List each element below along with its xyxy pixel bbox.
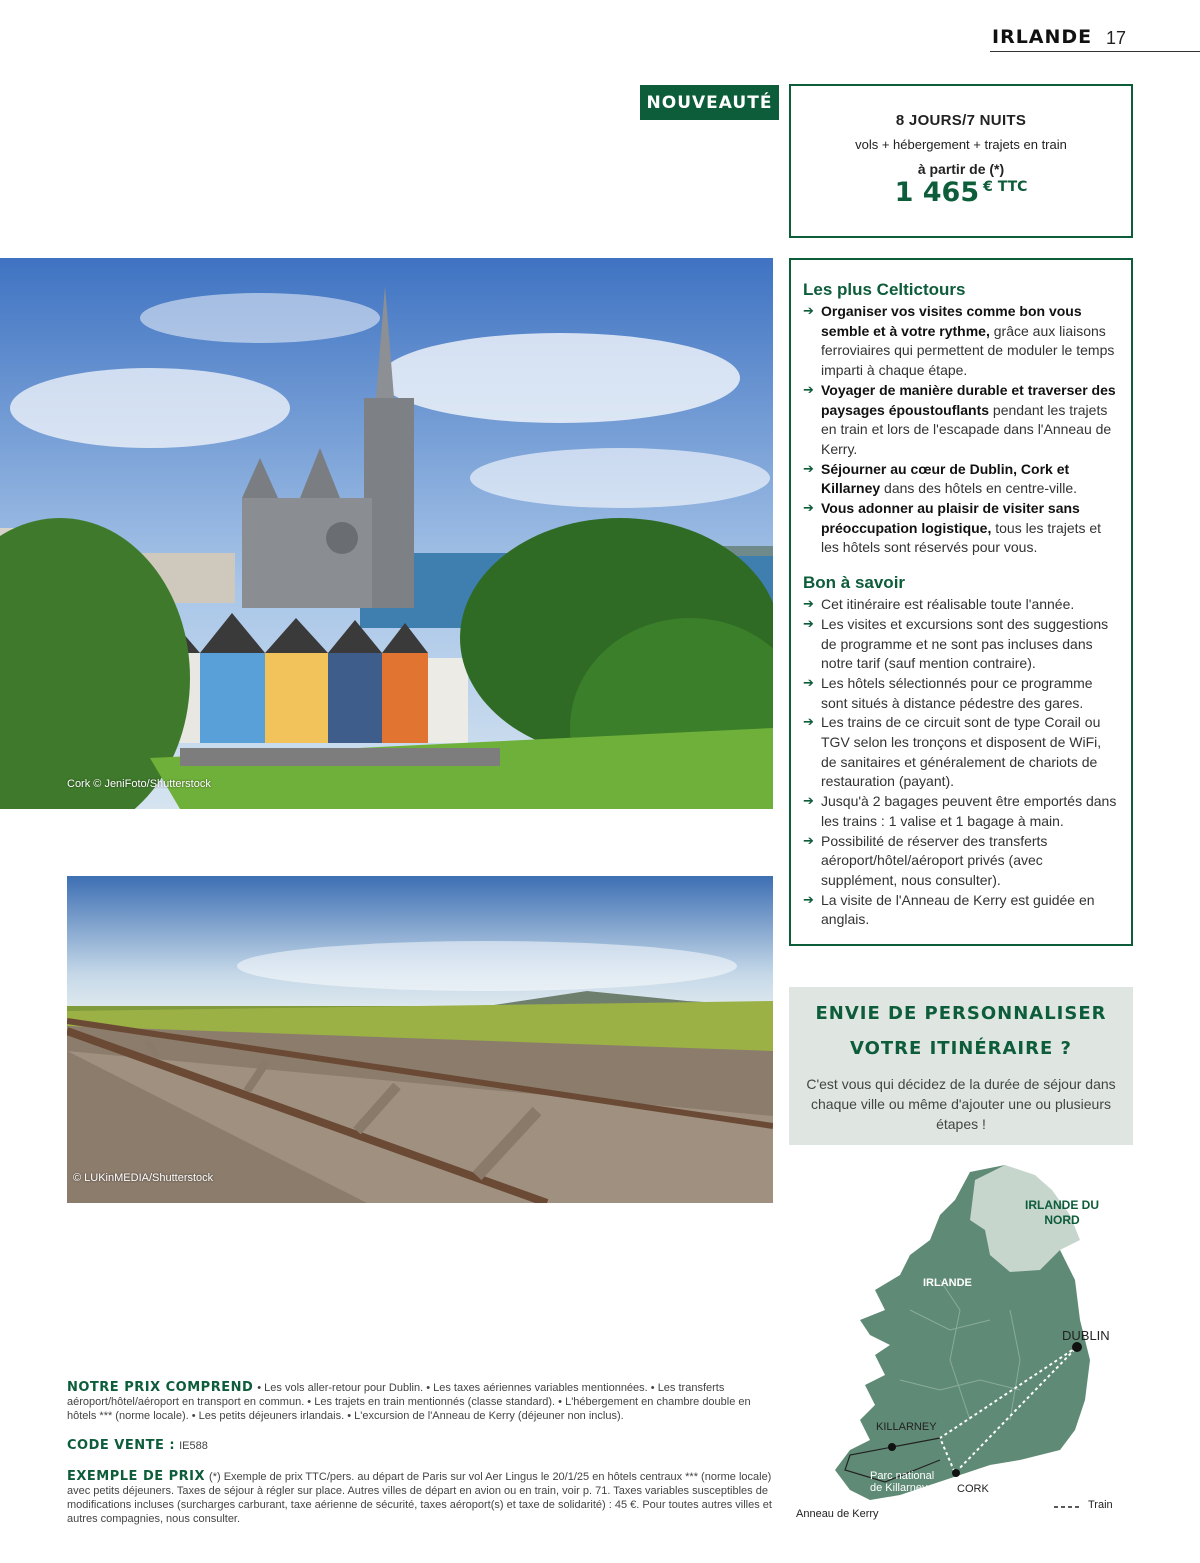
plus-item-text: tous les trajets et les hôtels sont réservés pour vous.	[821, 519, 1102, 556]
map-label-park: Parc national de Killarney	[870, 1470, 935, 1494]
arrow-icon: ➔	[803, 382, 814, 398]
plus-item-bold: Voyager de manière durable et traverser des paysages époustouflants	[821, 381, 1116, 418]
plus-item	[803, 499, 1119, 558]
sales-code-value: IE588	[179, 1440, 208, 1452]
arrow-icon: ➔	[803, 892, 814, 908]
personalize-title-line1: ENVIE DE PERSONNALISER	[815, 1003, 1107, 1024]
bon-title: Bon à savoir	[803, 573, 906, 593]
personalize-title-line2: VOTRE ITINÉRAIRE ?	[849, 1038, 1072, 1059]
bon-item-text: Les hôtels sélectionnés pour ce programme sont situés à distance pédestre des gares.	[821, 674, 1093, 711]
nouveaute-badge: NOUVEAUTÉ	[640, 85, 779, 120]
photo-credit-cork: Cork © JeniFoto/Shutterstock	[67, 778, 211, 790]
plus-item	[803, 381, 1119, 460]
price-includes-title: NOTRE PRIX COMPREND	[67, 1380, 254, 1395]
bon-item-text: Cet itinéraire est réalisable toute l'année.	[821, 596, 1075, 613]
plus-title: Les plus Celtictours	[803, 280, 966, 299]
price-includes	[67, 1381, 773, 1423]
price-example-text: (*) Exemple de prix TTC/pers. au départ de Paris sur vol Aer Lingus le 20/1/25 en hôtels centraux *** (norme locale) avec petits déjeuners. Taxes de séjour à régler sur place. Autres villes de départ en avion ou en train, voir p. 71. Taxes variables susceptibles de modifications incluses (surcharges carburant, taxe aérienne de sécurité, taxes aéroport(s) et taxe de solidarité) : 45 €. Pour toutes autres villes et autres compagnies, nous consulter.	[67, 1471, 772, 1525]
map-label-ireland: IRLANDE	[923, 1277, 972, 1289]
arrow-icon: ➔	[803, 461, 814, 477]
price-example	[67, 1470, 773, 1526]
plus-item-bold: Vous adonner au plaisir de visiter sans préoccupation logistique,	[821, 500, 1080, 536]
personalize-title	[789, 996, 1133, 1066]
bon-item-text: Possibilité de réserver des transferts aéroport/hôtel/aéroport privés (avec supplément, nous consulter).	[821, 832, 1048, 888]
price-example-title: EXEMPLE DE PRIX	[67, 1469, 206, 1484]
bon-item	[803, 713, 1119, 792]
trip-includes: vols + hébergement + trajets en train	[855, 137, 1067, 152]
plus-list	[803, 302, 1119, 558]
price-from: à partir de (*)	[917, 161, 1005, 177]
bon-item	[803, 891, 1119, 930]
bon-item	[803, 792, 1119, 831]
arrow-icon: ➔	[803, 833, 814, 849]
plus-item-text: dans des hôtels en centre-ville.	[880, 480, 1078, 497]
bon-item	[803, 832, 1119, 891]
sales-code	[67, 1439, 773, 1453]
plus-item	[803, 302, 1119, 381]
arrow-icon: ➔	[803, 715, 814, 731]
arrow-icon: ➔	[803, 794, 814, 810]
arrow-icon: ➔	[803, 675, 814, 691]
map-label-dublin: DUBLIN	[1062, 1328, 1110, 1343]
map-label-ring: Anneau de Kerry	[796, 1508, 879, 1520]
bon-list	[803, 595, 1119, 930]
plus-item-bold: Séjourner au cœur de Dublin, Cork et Killarney	[821, 460, 1070, 497]
map-label-northern-ireland: IRLANDE DU NORD	[1025, 1198, 1099, 1227]
price-line	[791, 177, 1131, 208]
map-label-cork: CORK	[957, 1483, 989, 1495]
price-includes-text: • Les vols aller-retour pour Dublin. • Les taxes aériennes variables mentionnées. • Les transferts aéroport/hôtel/aéroport en transport en commun. • Les trajets en train mentionnés (classe standard). • L'hébergement en chambre double en hôtels *** (norme locale). • Les petits déjeuners irlandais. • L'excursion de l'Anneau de Kerry (déjeuner non inclus).	[67, 1382, 751, 1422]
plus-item-bold: Organiser vos visites comme bon vous semble et à votre rythme,	[821, 303, 1082, 339]
page-header	[990, 26, 1200, 52]
price-amount: 1 465	[894, 177, 980, 208]
ireland-map	[790, 1160, 1140, 1530]
bon-item-text: La visite de l'Anneau de Kerry est guidée en anglais.	[821, 891, 1095, 928]
bon-item	[803, 615, 1119, 674]
personalize-text: C'est vous qui décidez de la durée de séjour dans chaque ville ou même d'ajouter une ou plusieurs étapes !	[806, 1076, 1116, 1132]
bon-item-text: Les trains de ce circuit sont de type Corail ou TGV selon les tronçons et disposent de WiFi, de sanitaires et généralement de chariots de restauration (payant).	[821, 714, 1102, 790]
info-box	[789, 258, 1133, 946]
bon-item-text: Les visites et excursions sont des suggestions de programme et ne sont pas incluses dans notre tarif (sauf mention contraire).	[821, 615, 1109, 672]
arrow-icon: ➔	[803, 616, 814, 632]
arrow-icon: ➔	[803, 597, 814, 613]
country-title: IRLANDE	[992, 26, 1093, 48]
photo-credit-rail: © LUKinMEDIA/Shutterstock	[73, 1172, 214, 1184]
plus-item-text: grâce aux liaisons ferroviaires qui permettent de moduler le temps imparti à chaque étape.	[821, 322, 1115, 379]
price-unit: € TTC	[983, 179, 1028, 195]
arrow-icon: ➔	[803, 304, 814, 319]
arrow-icon: ➔	[803, 501, 814, 517]
map-legend-train: Train	[1088, 1499, 1113, 1511]
railway-photo	[67, 876, 773, 1203]
personalize-box	[789, 987, 1133, 1145]
price-box	[789, 84, 1133, 238]
bon-item-text: Jusqu'à 2 bagages peuvent être emportés dans les trains : 1 valise et 1 bagage à main.	[821, 793, 1117, 829]
plus-item	[803, 460, 1119, 499]
bon-item	[803, 674, 1119, 713]
sales-code-title: CODE VENTE :	[67, 1438, 176, 1453]
cork-cathedral-photo	[0, 258, 773, 809]
map-label-killarney: KILLARNEY	[876, 1421, 937, 1433]
bon-item	[803, 595, 1119, 615]
trip-duration: 8 JOURS/7 NUITS	[895, 112, 1027, 129]
plus-item-text: pendant les trajets en train et lors de l'escapade dans l'Anneau de Kerry.	[821, 401, 1112, 457]
page-number: 17	[1106, 28, 1127, 48]
